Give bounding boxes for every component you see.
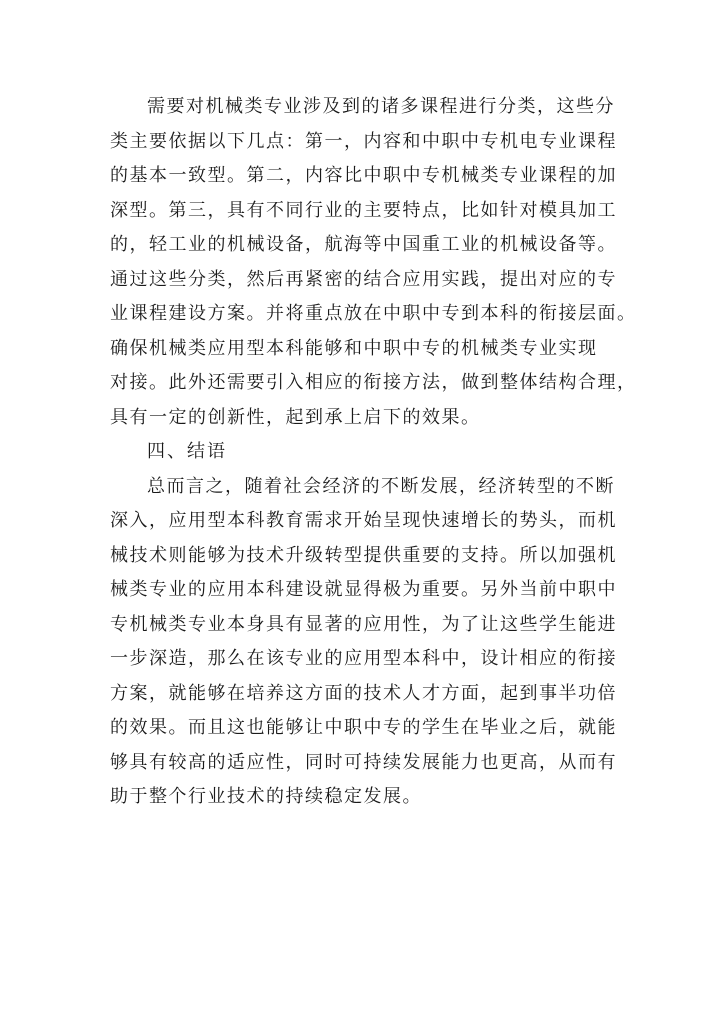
paragraph-line: 业课程建设方案。并将重点放在中职中专到本科的衔接层面。 [110,303,637,324]
paragraph-line: 械类专业的应用本科建设就显得极为重要。另外当前中职中 [110,579,617,600]
paragraph-line: 的基本一致型。第二，内容比中职中专机械类专业课程的加 [110,165,617,186]
paragraph-line: 对接。此外还需要引入相应的衔接方法，做到整体结构合理， [110,372,637,393]
paragraph-line: 深型。第三，具有不同行业的主要特点，比如针对模具加工 [110,199,617,221]
paragraph-line: 总而言之，随着社会经济的不断发展，经济转型的不断 [147,475,615,497]
paragraph-line: 类主要依据以下几点：第一，内容和中职中专机电专业课程 [110,130,617,152]
paragraph-line: 深入，应用型本科教育需求开始呈现快速增长的势头，而机 [110,510,617,531]
paragraph-line: 的，轻工业的机械设备，航海等中国重工业的机械设备等。 [110,234,617,255]
document-body [110,90,637,815]
paragraph-line: 确保机械类应用型本科能够和中职中专的机械类专业实现 [110,337,598,359]
paragraph-line: 具有一定的创新性，起到承上启下的效果。 [110,406,481,428]
paragraph-line: 需要对机械类专业涉及到的诸多课程进行分类，这些分 [147,96,615,117]
paragraph-curriculum-classification [110,90,637,435]
section-heading-conclusion: 四、结语 [147,441,227,462]
paragraph-line: 一步深造，那么在该专业的应用型本科中，设计相应的衔接 [110,648,617,669]
paragraph-line: 助于整个行业技术的持续稳定发展。 [110,786,422,807]
paragraph-line: 的效果。而且这也能够让中职中专的学生在毕业之后，就能 [110,717,617,738]
paragraph-line: 专机械类专业本身具有显著的应用性，为了让这些学生能进 [110,613,617,635]
paragraph-line: 械技术则能够为技术升级转型提供重要的支持。所以加强机 [110,544,617,566]
paragraph-conclusion [110,470,620,815]
paragraph-line: 方案，就能够在培养这方面的技术人才方面，起到事半功倍 [110,682,617,704]
paragraph-line: 够具有较高的适应性，同时可持续发展能力也更高，从而有 [110,751,617,773]
paragraph-line: 通过这些分类，然后再紧密的结合应用实践，提出对应的专 [110,268,617,290]
